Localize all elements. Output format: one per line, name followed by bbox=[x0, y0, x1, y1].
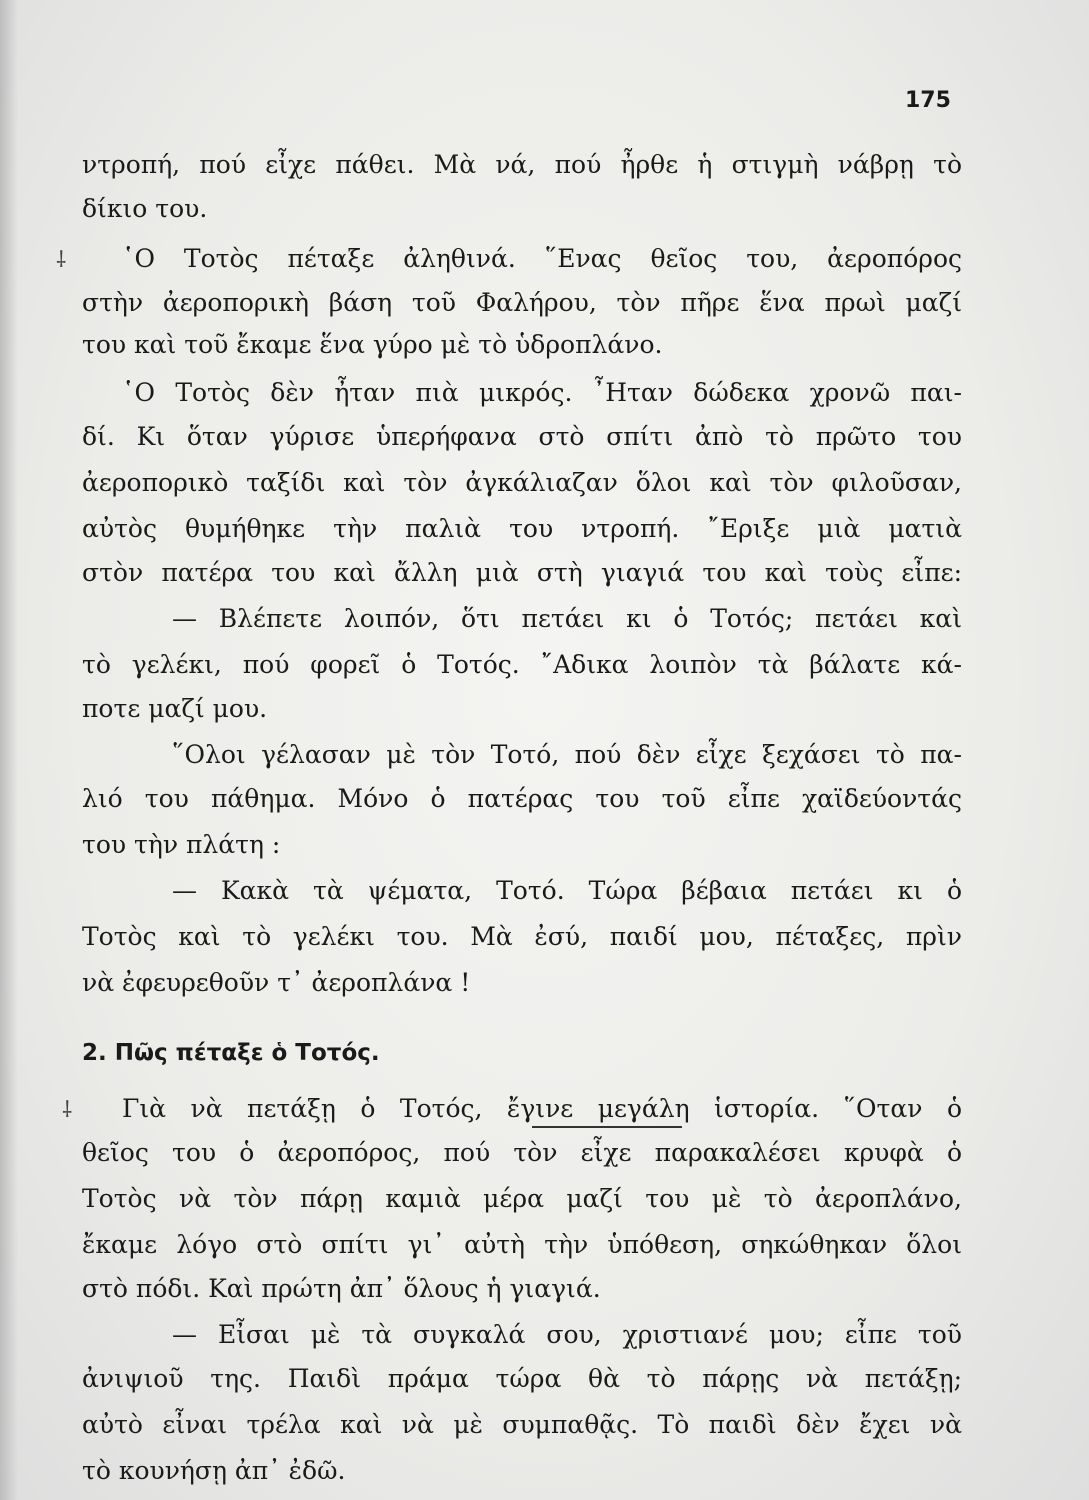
text-line: στὸ πόδι. Καὶ πρώτη ἀπ᾽ ὅλους ἡ γιαγιά. bbox=[82, 1274, 601, 1303]
text-line: — Κακὰ τὰ ψέματα, Τοτό. Τώρα βέβαια πετάει κι ὁ bbox=[172, 876, 962, 905]
text-line: ῾Ο Τοτὸς πέταξε ἀληθινά. ῞Ενας θεῖος του, ἀεροπόρος bbox=[122, 244, 962, 273]
text-line: ποτε μαζί μου. bbox=[82, 694, 268, 723]
text-line: Τοτὸς καὶ τὸ γελέκι του. Μὰ ἐσύ, παιδί μου, πέταξες, πρὶν bbox=[82, 922, 962, 951]
text-line: Γιὰ νὰ πετάξῃ ὁ Τοτός, ἔγινε μεγάλη ἱστορία. ῞Οταν ὁ bbox=[122, 1094, 962, 1123]
text-line: — Εἶσαι μὲ τὰ συγκαλά σου, χριστιανέ μου; εἶπε τοῦ bbox=[172, 1320, 962, 1349]
text-line: στὸν πατέρα του καὶ ἄλλη μιὰ στὴ γιαγιά του καὶ τοὺς εἶπε: bbox=[82, 558, 962, 587]
text-line: τὸ κουνήσῃ ἀπ᾽ ἐδῶ. bbox=[82, 1456, 346, 1485]
scan-shadow bbox=[0, 0, 18, 1500]
text-line: του καὶ τοῦ ἔκαμε ἕνα γύρο μὲ τὸ ὑδροπλάνο. bbox=[82, 330, 663, 359]
pencil-mark-icon: ⸸ bbox=[56, 248, 67, 273]
text-line: λιό του πάθημα. Μόνο ὁ πατέρας του τοῦ εἶπε χαϊδεύοντάς bbox=[82, 784, 962, 813]
text-line: τὸ γελέκι, πού φορεῖ ὁ Τοτός. ῎Αδικα λοιπὸν τὰ βάλατε κά- bbox=[82, 650, 962, 679]
page-number: 175 bbox=[905, 88, 951, 113]
pencil-mark-icon: ⸸ bbox=[62, 1098, 73, 1123]
text-line: ῞Ολοι γέλασαν μὲ τὸν Τοτό, πού δὲν εἶχε ξεχάσει τὸ πα- bbox=[172, 740, 962, 769]
section-heading: 2. Πῶς πέταξε ὁ Τοτός. bbox=[82, 1040, 380, 1066]
text-line: ντροπή, πού εἶχε πάθει. Μὰ νά, πού ἦρθε ἡ στιγμὴ νάβρῃ τὸ bbox=[82, 150, 962, 179]
text-line: νὰ ἐφευρεθοῦν τ᾽ ἀεροπλάνα ! bbox=[82, 968, 471, 997]
text-line: ἀεροπορικὸ ταξίδι καὶ τὸν ἀγκάλιαζαν ὅλοι καὶ τὸν φιλοῦσαν, bbox=[82, 468, 962, 497]
text-line: ῾Ο Τοτὸς δὲν ἦταν πιὰ μικρός. ῏Ηταν δώδεκα χρονῶ παι- bbox=[122, 378, 962, 407]
text-line: δίκιο του. bbox=[82, 194, 208, 223]
text-line: του τὴν πλάτη : bbox=[82, 830, 281, 859]
text-line: θεῖος του ὁ ἀεροπόρος, πού τὸν εἶχε παρακαλέσει κρυφὰ ὁ bbox=[82, 1138, 962, 1167]
text-line: — Βλέπετε λοιπόν, ὅτι πετάει κι ὁ Τοτός; πετάει καὶ bbox=[172, 604, 962, 633]
pencil-underline bbox=[532, 1126, 682, 1128]
text-line: Τοτὸς νὰ τὸν πάρῃ καμιὰ μέρα μαζί του μὲ τὸ ἀεροπλάνο, bbox=[82, 1184, 962, 1213]
text-line: ἔκαμε λόγο στὸ σπίτι γι᾽ αὐτὴ τὴν ὑπόθεση, σηκώθηκαν ὅλοι bbox=[82, 1230, 962, 1259]
text-line: δί. Κι ὅταν γύρισε ὑπερήφανα στὸ σπίτι ἀπὸ τὸ πρῶτο του bbox=[82, 422, 962, 451]
text-line: αὐτὸς θυμήθηκε τὴν παλιὰ του ντροπή. ῎Εριξε μιὰ ματιὰ bbox=[82, 514, 962, 543]
text-line: στὴν ἀεροπορικὴ βάση τοῦ Φαλήρου, τὸν πῆρε ἕνα πρωὶ μαζί bbox=[82, 288, 962, 317]
text-line: αὐτὸ εἶναι τρέλα καὶ νὰ μὲ συμπαθᾷς. Τὸ παιδὶ δὲν ἔχει νὰ bbox=[82, 1410, 962, 1439]
text-line: ἀνιψιοῦ της. Παιδὶ πράμα τώρα θὰ τὸ πάρῃς νὰ πετάξῃ; bbox=[82, 1364, 962, 1393]
